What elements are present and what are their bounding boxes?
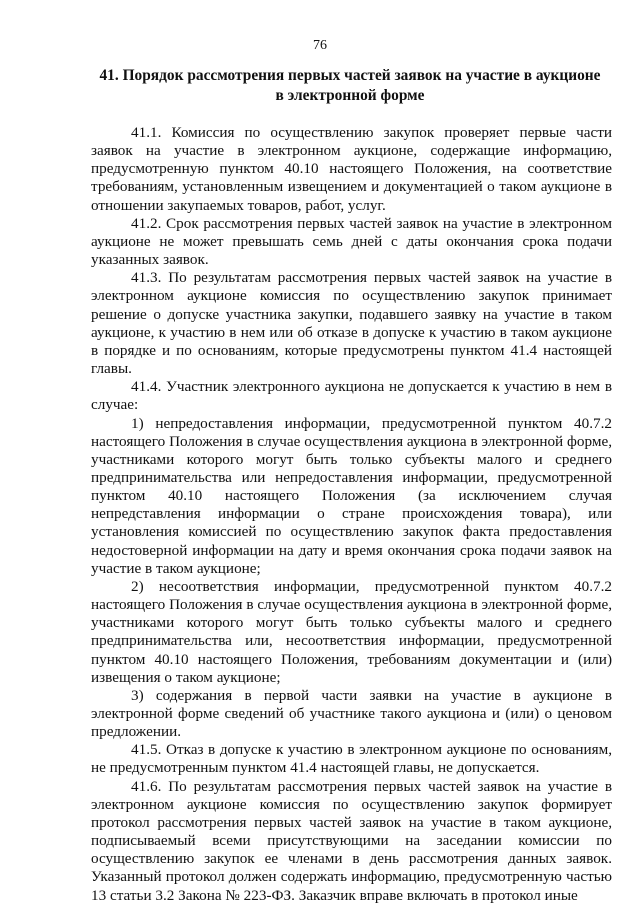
paragraph-41-6: 41.6. По результатам рассмотрения первых частей заявок на участие в электронном аукционе комиссия по осуществлению закупок формирует протокол рассмотрения первых частей заявок на участие в таком аукционе, подписываемый всеми присутствующими на заседании комиссии по осуществлению закупок ее членами в день рассмотрения данных заявок. Указанный протокол должен содержать информацию, предусмотренную частью 13 статьи 3.2 Закона № 223-ФЗ. Заказчик вправе включать в протокол иные (91, 777, 612, 904)
page-number: 76 (313, 38, 327, 53)
list-item-3: 3) содержания в первой части заявки на участие в аукционе в электронной форме сведений об участнике такого аукциона и (или) о ценовом предложении. (91, 686, 612, 741)
list-item-1: 1) непредоставления информации, предусмотренной пунктом 40.7.2 настоящего Положения в случае осуществления аукциона в электронной форме, участниками которого могут быть только субъекты малого и среднего предпринимательства или непредоставления информации, предусмотренной пунктом 40.10 настоящего Положения (за исключением случая непредставления информации о стране происхождения товара), или установления комиссией по осуществлению закупок факта предоставления недостоверной информации на дату и время окончания срока подачи заявок на участие в таком аукционе; (91, 414, 612, 577)
section-heading-line-2: в электронной форме (275, 87, 425, 104)
section-heading-line-1: 41. Порядок рассмотрения первых частей заявок на участие в аукционе (99, 67, 601, 84)
section-heading (90, 66, 610, 106)
paragraph-41-2: 41.2. Срок рассмотрения первых частей заявок на участие в электронном аукционе не может превышать семь дней с даты окончания срока подачи указанных заявок. (91, 214, 612, 269)
paragraph-41-5: 41.5. Отказ в допуске к участию в электронном аукционе по основаниям, не предусмотренным пунктом 41.4 настоящей главы, не допускается. (91, 741, 612, 777)
list-item-2: 2) несоответствия информации, предусмотренной пунктом 40.7.2 настоящего Положения в случае осуществления аукциона в электронной форме, участниками которого могут быть только субъекты малого и среднего предпринимательства или, несоответствия информации, предусмотренной пунктом 40.10 настоящего Положения, требованиям документации и (или) извещения о таком аукционе; (91, 577, 612, 686)
body-text (91, 124, 612, 905)
paragraph-41-3: 41.3. По результатам рассмотрения первых частей заявок на участие в электронном аукционе комиссия по осуществлению закупок принимает решение о допуске участника закупки, подавшего заявку на участие в таком аукционе, к участию в нем или об отказе в допуске к участию в таком аукционе в порядке и по основаниям, которые предусмотрены пунктом 41.4 настоящей главы. (91, 269, 612, 378)
paragraph-41-4: 41.4. Участник электронного аукциона не допускается к участию в нем в случае: (91, 378, 612, 414)
paragraph-41-1: 41.1. Комиссия по осуществлению закупок проверяет первые части заявок на участие в электронном аукционе, содержащие информацию, предусмотренную пунктом 40.10 настоящего Положения, на соответствие требованиям, установленным извещением и документацией о таком аукционе в отношении закупаемых товаров, работ, услуг. (91, 124, 612, 214)
